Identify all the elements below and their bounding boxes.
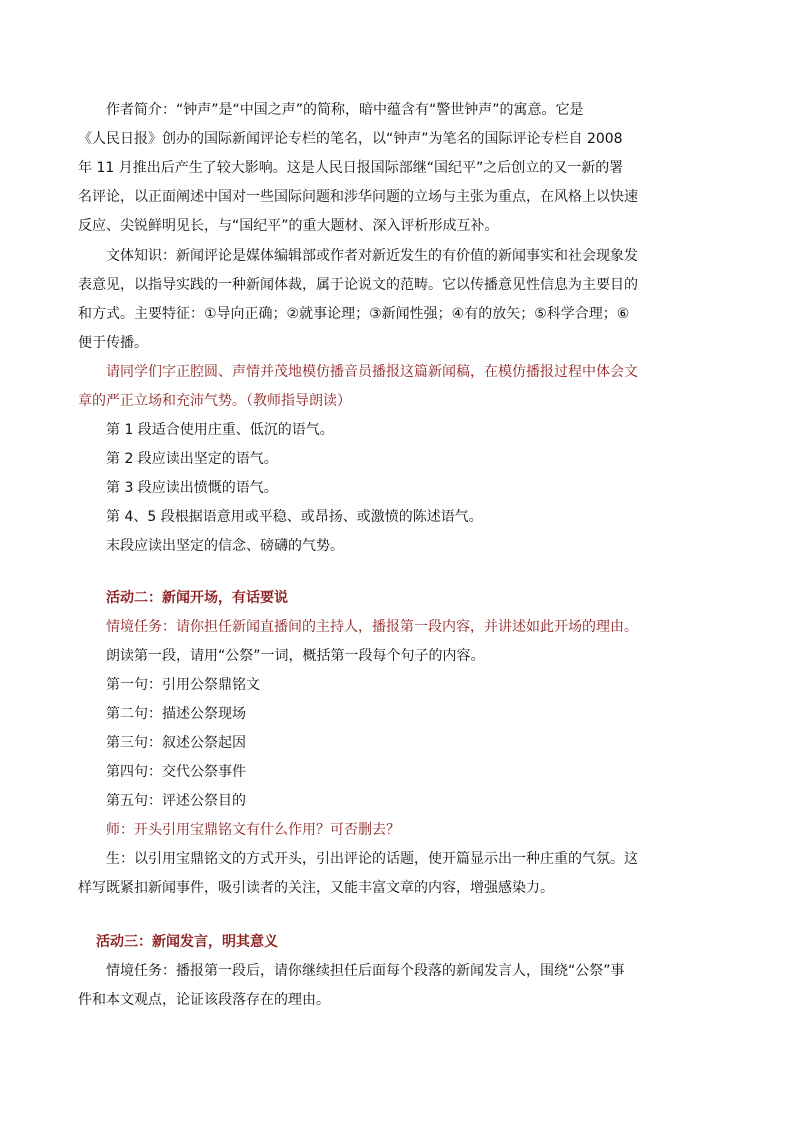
activity2-sentence-3: 第三句：叙述公祭起因: [106, 735, 246, 751]
reading-prompt-line-2: 章的严正立场和充沛气势。（教师指导朗读）: [78, 393, 351, 409]
intro-line-2: 《人民日报》创办的国际新闻评论专栏的笔名，以“钟声”为笔名的国际评论专栏自 2008: [78, 131, 623, 147]
activity2-instruction: 朗读第一段，请用“公祭”一词，概括第一段每个句子的内容。: [106, 648, 485, 664]
activity2-sentence-2: 第二句：描述公祭现场: [106, 706, 246, 722]
activity2-sentence-4: 第四句：交代公祭事件: [106, 764, 246, 780]
activity3-task-line-1: 情境任务：播报第一段后，请你继续担任后面每个段落的新闻发言人，围绕“公祭”事: [106, 963, 625, 979]
intro-line-4: 名评论，以正面阐述中国对一些国际问题和涉华问题的立场与主张为重点，在风格上以快速: [78, 189, 638, 205]
genre-line-4: 便于传播。: [78, 335, 148, 351]
teacher-question: 师：开头引用宝鼎铭文有什么作用？可否删去？: [106, 822, 400, 838]
intro-line-1: 作者简介：“钟声”是“中国之声”的简称，暗中蕴含有“警世钟声”的寓意。它是: [106, 102, 584, 118]
genre-line-1: 文体知识：新闻评论是媒体编辑部或作者对新近发生的有价值的新闻事实和社会现象发: [106, 248, 638, 264]
activity2-task: 情境任务：请你担任新闻直播间的主持人，播报第一段内容，并讲述如此开场的理由。: [106, 619, 638, 635]
reading-prompt-line-1: 请同学们字正腔圆、声情并茂地模仿播音员播报这篇新闻稿，在模仿播报过程中体会文: [106, 364, 638, 380]
student-answer-line-2: 样写既紧扣新闻事件，吸引读者的关注，又能丰富文章的内容，增强感染力。: [78, 880, 554, 896]
reading-guide-4: 第 4、5 段根据语意用或平稳、或昂扬、或激愤的陈述语气。: [106, 509, 483, 525]
activity3-heading: 活动三：新闻发言，明其意义: [96, 934, 278, 950]
reading-guide-3: 第 3 段应读出愤慨的语气。: [106, 480, 278, 496]
genre-line-3: 和方式。主要特征：①导向正确；②就事论理；③新闻性强；④有的放矢；⑤科学合理；⑥: [78, 306, 630, 322]
student-answer-line-1: 生：以引用宝鼎铭文的方式开头，引出评论的话题，使开篇显示出一种庄重的气氛。这: [106, 851, 638, 867]
activity3-task-line-2: 件和本文观点，论证该段落存在的理由。: [78, 992, 330, 1008]
activity2-heading: 活动二：新闻开场，有话要说: [106, 590, 288, 606]
intro-line-3: 年 11 月推出后产生了较大影响。这是人民日报国际部继“国纪平”之后创立的又一新的署: [78, 160, 624, 176]
intro-line-5: 反应、尖锐鲜明见长，与“国纪平”的重大题材、深入评析形成互补。: [78, 218, 499, 234]
genre-line-2: 表意见，以指导实践的一种新闻体裁，属于论说文的范畴。它以传播意见性信息为主要目的: [78, 277, 638, 293]
activity2-sentence-5: 第五句：评述公祭目的: [106, 793, 246, 809]
reading-guide-5: 末段应读出坚定的信念、磅礴的气势。: [106, 538, 344, 554]
reading-guide-2: 第 2 段应读出坚定的语气。: [106, 451, 278, 467]
activity2-sentence-1: 第一句：引用公祭鼎铭文: [106, 677, 260, 693]
reading-guide-1: 第 1 段适合使用庄重、低沉的语气。: [106, 422, 334, 438]
